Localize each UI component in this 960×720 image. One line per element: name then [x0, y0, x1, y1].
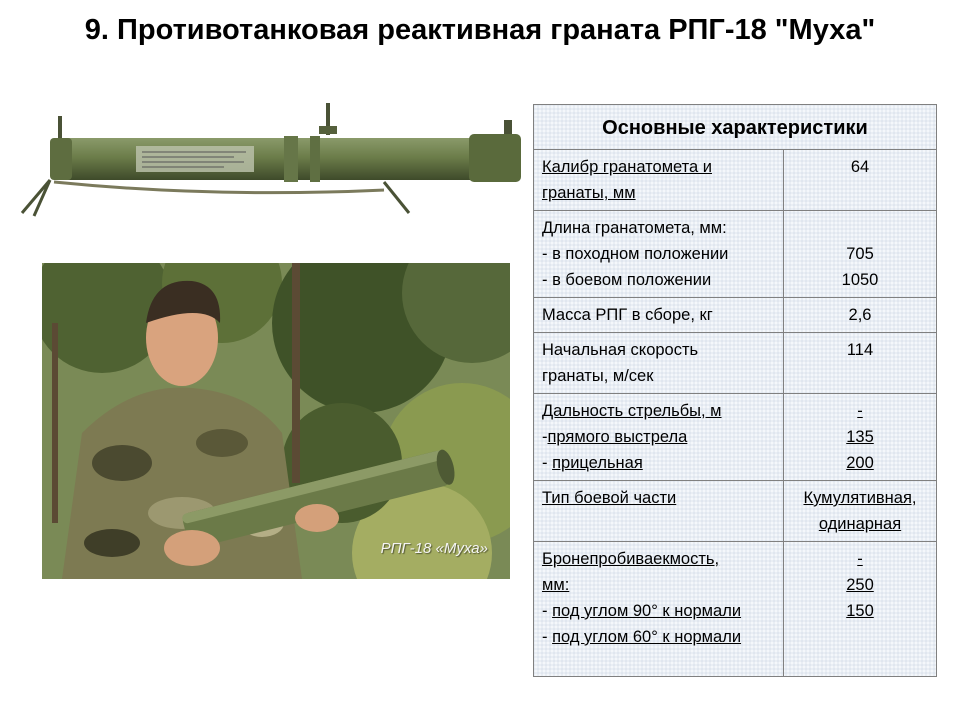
value-line: 150 [846, 602, 874, 620]
value-cell [784, 298, 937, 333]
table-row [534, 211, 937, 298]
param-line: - под углом 60° к нормали [542, 628, 742, 646]
rpg-launcher-illustration [14, 98, 529, 223]
table-row [534, 150, 937, 211]
photo-caption: РПГ-18 «Муха» [380, 540, 488, 557]
table-row [534, 394, 937, 481]
param-line: -прямого выстрела [542, 428, 688, 446]
value-line [792, 215, 928, 241]
param-line: Начальная скорость [542, 341, 699, 359]
value-line: 705 [846, 245, 874, 263]
value-cell [784, 150, 937, 211]
param-line: - под углом 90° к нормали [542, 602, 742, 620]
param-line: гранаты, мм [542, 184, 636, 202]
value-line: - [857, 402, 863, 420]
param-line: гранаты, м/сек [542, 367, 654, 385]
value-line: 2,6 [848, 306, 872, 324]
soldier-photo [42, 263, 510, 579]
table-row [534, 542, 937, 677]
value-line: 114 [846, 341, 874, 359]
value-line: 64 [850, 158, 870, 176]
table-header: Основные характеристики [534, 105, 937, 150]
value-line: одинарная [818, 515, 902, 533]
param-line: Тип боевой части [542, 489, 677, 507]
value-cell [784, 481, 937, 542]
table-row [534, 481, 937, 542]
table-row [534, 298, 937, 333]
table-header-row [534, 105, 937, 150]
value-cell [784, 333, 937, 394]
value-line: 1050 [841, 271, 879, 289]
param-line: Бронепробиваекмость, [542, 550, 720, 568]
param-line: - в боевом положении [542, 271, 712, 289]
value-line: 200 [846, 454, 874, 472]
value-line: Кумулятивная, [803, 489, 917, 507]
param-line: Длина гранатомета, мм: [542, 219, 727, 237]
param-cell [534, 542, 784, 677]
param-line: - прицельная [542, 454, 643, 472]
value-line: 250 [846, 576, 874, 594]
value-cell [784, 211, 937, 298]
param-line: Масса РПГ в сборе, кг [542, 306, 713, 324]
param-line: - в походном положении [542, 245, 729, 263]
param-cell [534, 150, 784, 211]
param-cell [534, 333, 784, 394]
param-line: Калибр гранатомета и [542, 158, 713, 176]
value-cell [784, 542, 937, 677]
characteristics-table [533, 104, 937, 677]
table-row [534, 333, 937, 394]
value-cell [784, 394, 937, 481]
param-cell [534, 394, 784, 481]
param-cell [534, 298, 784, 333]
value-line: 135 [846, 428, 874, 446]
param-cell [534, 481, 784, 542]
param-line: Дальность стрельбы, м [542, 402, 722, 420]
param-cell [534, 211, 784, 298]
param-line: мм: [542, 576, 570, 594]
value-line: - [857, 550, 863, 568]
slide-title: 9. Противотанковая реактивная граната РПГ-18 "Муха" [84, 14, 876, 46]
